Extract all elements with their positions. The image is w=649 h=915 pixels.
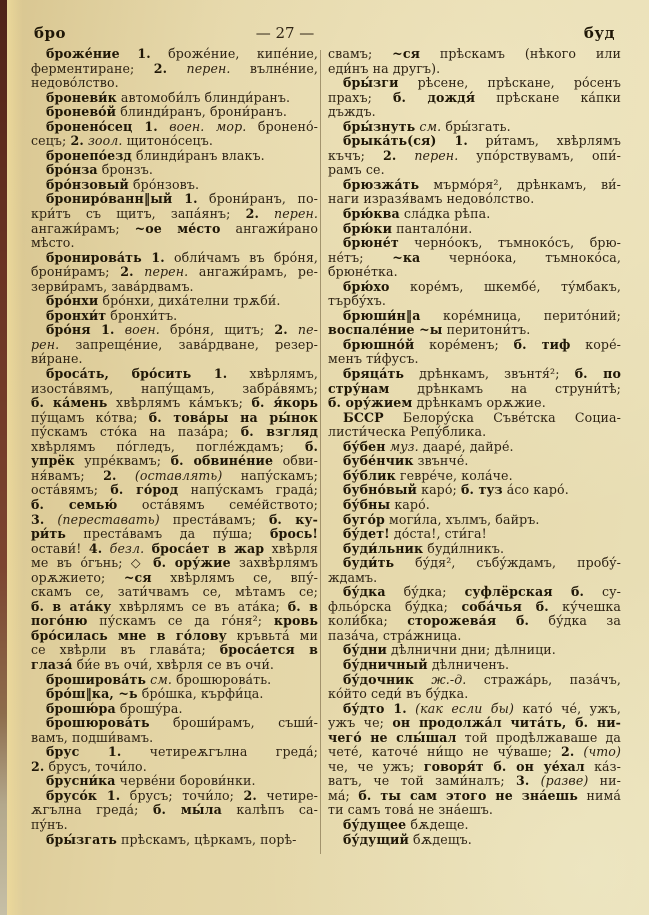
dictionary-line: бу́дочник ж.-д. стража́рь, паза́чъ,: [343, 672, 621, 687]
dictionary-line: буди́льник буди́лникъ.: [343, 541, 505, 556]
dictionary-line: мѣсто.: [31, 236, 75, 251]
dictionary-line: б. ка́мень хвѣрлямъ ка́мъкъ; б. я́корь: [31, 396, 318, 411]
dictionary-line: ватъ, че той зами́налъ; 3. (разве) ни-: [328, 774, 621, 789]
dictionary-line: ждамъ.: [328, 570, 378, 585]
dictionary-line: ня́вамъ; 2. (оставлять) напу́скамъ;: [31, 468, 318, 483]
dictionary-line: брониро́ванн‖ый 1. брони́ранъ, по-: [46, 192, 318, 207]
dictionary-line: наги изразя́вамъ недово́лство.: [328, 192, 535, 207]
dictionary-line: б. в ата́ку хвѣрлямъ се въ ата́ка; б. в: [31, 599, 318, 614]
dictionary-line: оста́вямъ; б. го́род напу́скамъ града́;: [31, 483, 318, 498]
dictionary-line: пу́нъ.: [31, 817, 68, 832]
dictionary-line: не́тъ; ~ка черно́ока, тъмноко́са,: [328, 250, 621, 265]
dictionary-line: дъждъ.: [328, 105, 376, 120]
dictionary-line: орѫжието; ~ся хвѣрлямъ се, впу́-: [31, 570, 318, 585]
dictionary-line: чего́ не слы́шал той продѣлжаваше да: [328, 730, 621, 745]
running-header: [30, 24, 623, 44]
dictionary-line: 3. (переставать) преста́вамъ; б. ку-: [31, 512, 318, 527]
dictionary-line: буди́ть бу́дя², събу́ждамъ, пробу́-: [343, 556, 621, 571]
dictionary-line: глаза́ би́е въ очи́, хвѣрля се въ очи́.: [31, 657, 275, 672]
dictionary-line: 2. брусъ, точи́ло.: [31, 759, 147, 774]
dictionary-line: брюзжа́ть мърмо́ря², дрѣнкамъ, ви́-: [343, 177, 621, 192]
dictionary-line: фльо́рска бу́дка; соба́чья б. ку́чешка: [328, 599, 621, 614]
dictionary-line: пу́скамъ сто́ка на паза́ра; б. взгляд: [31, 425, 318, 440]
dictionary-line: бу́бны каро́.: [343, 497, 430, 512]
dictionary-line: недово́лство.: [31, 76, 119, 91]
dictionary-line: бу́дет! до́ста!, сти́га!: [343, 527, 487, 542]
dictionary-line: прахъ; б. дождя́ прѣскане ка́пки: [328, 90, 621, 105]
guide-word-left: бро: [34, 24, 66, 42]
dictionary-line: пого́ню пу́скамъ се да го́ня²; кровь: [31, 614, 318, 629]
dictionary-line: бряца́ть дрѣнкамъ, звънтя́²; б. по: [343, 367, 621, 382]
dictionary-line: скамъ се, зати́чвамъ се, мѣтамъ се;: [31, 585, 318, 600]
dictionary-line: БССР Белору́ска Съве́тска Социа-: [343, 410, 621, 425]
dictionary-line: ма́; б. ты сам этого не зна́ешь нима́: [328, 788, 621, 803]
dictionary-line: бу́дни дѣлнични дни; дѣлници.: [343, 643, 556, 658]
dictionary-line: бро́нзовый бро́нзовъ.: [46, 177, 200, 192]
dictionary-line: ти самъ това́ не зна́ешъ.: [328, 803, 493, 818]
dictionary-line: паза́ча, стра́жница.: [328, 628, 462, 643]
guide-word-right: буд: [583, 24, 615, 42]
dictionary-line: рамъ се.: [328, 163, 385, 178]
dictionary-line: брю́ки пантало́ни.: [343, 221, 473, 236]
dictionary-line: бу́дущее бѫдеще.: [343, 817, 469, 832]
dictionary-line: брюне́т черно́окъ, тъмноко́съ, брю-: [343, 236, 621, 251]
dictionary-line: бубно́вый каро́; б. туз а́со каро́.: [343, 483, 569, 498]
dictionary-line: рен. запреще́ние, зава́рдване, резер-: [31, 337, 318, 352]
dictionary-line: бубе́нчик звънче́.: [343, 454, 469, 469]
dictionary-line: брони́рамъ; 2. перен. ангажи́рамъ, ре-: [31, 265, 318, 280]
dictionary-line: брус 1. четиреѫгълна греда́;: [46, 745, 318, 760]
dictionary-line: брю́хо коре́мъ, шкембе́, ту́мбакъ,: [343, 279, 621, 294]
dictionary-line: бры́знуть см. бры́згать.: [343, 119, 511, 134]
dictionary-line: зерви́рамъ, зава́рдвамъ.: [31, 279, 194, 294]
dictionary-line: брюши́н‖а коре́мница, перито́ний;: [343, 308, 621, 323]
dictionary-line: бры́зги рѣсене, прѣскане, ро́сенъ: [343, 76, 621, 91]
dictionary-line: ѫгълна греда́; б. мы́ла калѣпъ са-: [31, 803, 318, 818]
dictionary-line: еди́нъ на другъ).: [328, 61, 441, 76]
dictionary-line: бро́нза бронзъ.: [46, 163, 153, 178]
dictionary-line: къчъ; 2. перен. упо́рствувамъ, опи́-: [328, 148, 621, 163]
dictionary-line: ангажи́рамъ; ~ое ме́сто ангажи́рано: [31, 221, 318, 236]
dictionary-line: брошю́ра брошу́ра.: [46, 701, 183, 716]
dictionary-line: брошюрова́ть броши́рамъ, съши́-: [46, 716, 318, 731]
dictionary-line: изоста́вямъ, напу́щамъ, забра́вямъ;: [31, 381, 318, 396]
dictionary-line: бу́дка бу́дка; суфлёрская б. су-: [343, 585, 621, 600]
dictionary-line: че, че ужъ; говоря́т б. он уе́хал ка́з-: [328, 759, 621, 774]
dictionary-line: броже́ние 1. броже́ние, кипе́ние,: [46, 47, 318, 61]
dictionary-column-left: [31, 47, 318, 847]
dictionary-line: се хвѣрли въ глава́та; броса́ется в: [31, 643, 318, 658]
page-number: — 27 —: [255, 24, 315, 42]
dictionary-line: ме въ о́гънь; ◇ б. ору́жие захвѣрлямъ: [31, 556, 318, 571]
dictionary-line: сецъ; 2. зоол. щитоно́сецъ.: [31, 134, 213, 149]
dictionary-line: брю́ква сла́дка рѣпа.: [343, 207, 491, 222]
dictionary-line: бронено́сец 1. воен. мор. бронено́-: [46, 119, 318, 134]
dictionary-line: ужъ че; он продолжа́л чита́ть, б. ни-: [328, 716, 621, 731]
dictionary-line: бу́дничный дѣлниченъ.: [343, 657, 510, 672]
dictionary-line: броширова́ть см. брошюрова́ть.: [46, 672, 272, 687]
dictionary-line: остави́! 4. безл. броса́ет в жар хвѣрля: [31, 541, 318, 556]
dictionary-line: бу́блик гевре́че, кола́че.: [343, 468, 513, 483]
dictionary-line: бро́ня 1. воен. бро́ня, щитъ; 2. пе-: [46, 323, 318, 338]
dictionary-line: свамъ; ~ся прѣскамъ (нѣкого или: [328, 47, 621, 61]
dictionary-line: брусни́ка черве́ни борови́нки.: [46, 774, 256, 789]
dictionary-line: менъ ти́фусъ.: [328, 352, 419, 367]
dictionary-line: ри́ть преста́вамъ да пу́ша; брось!: [31, 527, 318, 542]
dictionary-line: вамъ, подши́вамъ.: [31, 730, 154, 745]
dictionary-line: търбу́хъ.: [328, 294, 386, 309]
dictionary-line: бу́дущий бѫдещъ.: [343, 832, 472, 847]
dictionary-line: брусо́к 1. брусъ; точи́ло; 2. четире-: [46, 788, 318, 803]
dictionary-line: бро́нхи бро́нхи, диха́телни трѫби́.: [46, 294, 281, 309]
dictionary-line: броневи́к автомоби́лъ блинди́ранъ.: [46, 90, 291, 105]
dictionary-line: бры́згать прѣскамъ, цѣркамъ, порѣ-: [46, 832, 297, 847]
dictionary-line: б. семью́ оста́вямъ семе́йството;: [31, 497, 318, 512]
dictionary-line: стру́нам дрѣнкамъ на струни́тѣ;: [328, 381, 621, 396]
dictionary-line: бро́ш‖ка, ~ь бро́шка, кърфи́ца.: [46, 687, 264, 702]
dictionary-line: бу́бен муз. дааре́, дайре́.: [343, 439, 514, 454]
dictionary-line: брюне́тка.: [328, 265, 398, 280]
dictionary-line: брыка́ть(ся) 1. ри́тамъ, хвѣрлямъ: [343, 134, 621, 149]
dictionary-line: пу́щамъ ко́тва; б. това́ры на ры́нок: [31, 410, 318, 425]
dictionary-line: бронево́й блинди́ранъ, брони́ранъ.: [46, 105, 287, 120]
dictionary-column-right: [328, 47, 621, 847]
dictionary-line: броса́ть, бро́сить 1. хвѣрлямъ,: [46, 367, 318, 382]
column-divider-rule: [320, 50, 321, 854]
dictionary-line: воспале́ние ~ы перитони́тъ.: [328, 323, 531, 338]
dictionary-line: бро́силась мне в го́лову кръвьта́ ми: [31, 628, 318, 643]
page-edge-highlight: [7, 0, 23, 915]
dictionary-line: ви́ране.: [31, 352, 83, 367]
book-spine-edge: [0, 0, 7, 915]
dictionary-line: упрёк упре́квамъ; б. обвине́ние обви-: [31, 454, 318, 469]
dictionary-line: бронепо́езд блинди́ранъ влакъ.: [46, 148, 265, 163]
dictionary-line: листи́ческа Репу́блика.: [328, 425, 487, 440]
dictionary-line: чете́, каточе́ ни́що не чу́ваше; 2. (что): [328, 745, 621, 760]
dictionary-line: бронирова́ть 1. обли́чамъ въ бро́ня,: [46, 250, 318, 265]
dictionary-line: бу́дто 1. (как если бы) като́ че́, ужъ,: [343, 701, 621, 716]
dictionary-line: коли́бка; сторожева́я б. бу́дка за: [328, 614, 621, 629]
dictionary-line: ферментиране; 2. перен. вълне́ние,: [31, 61, 318, 76]
dictionary-line: брюшно́й коре́менъ; б. тиф коре́-: [343, 337, 621, 352]
dictionary-line: ко́йто седи́ въ бу́дка.: [328, 687, 469, 702]
dictionary-line: буго́р моги́ла, хълмъ, байръ.: [343, 512, 540, 527]
dictionary-line: хвѣрлямъ по́гледъ, погле́ждамъ; б.: [31, 439, 318, 454]
dictionary-line: б. ору́жием дрѣнкамъ орѫжие.: [328, 396, 546, 411]
dictionary-line: бронхи́т бронхи́тъ.: [46, 308, 178, 323]
dictionary-line: кри́тъ съ щитъ, запа́янъ; 2. перен.: [31, 207, 318, 222]
